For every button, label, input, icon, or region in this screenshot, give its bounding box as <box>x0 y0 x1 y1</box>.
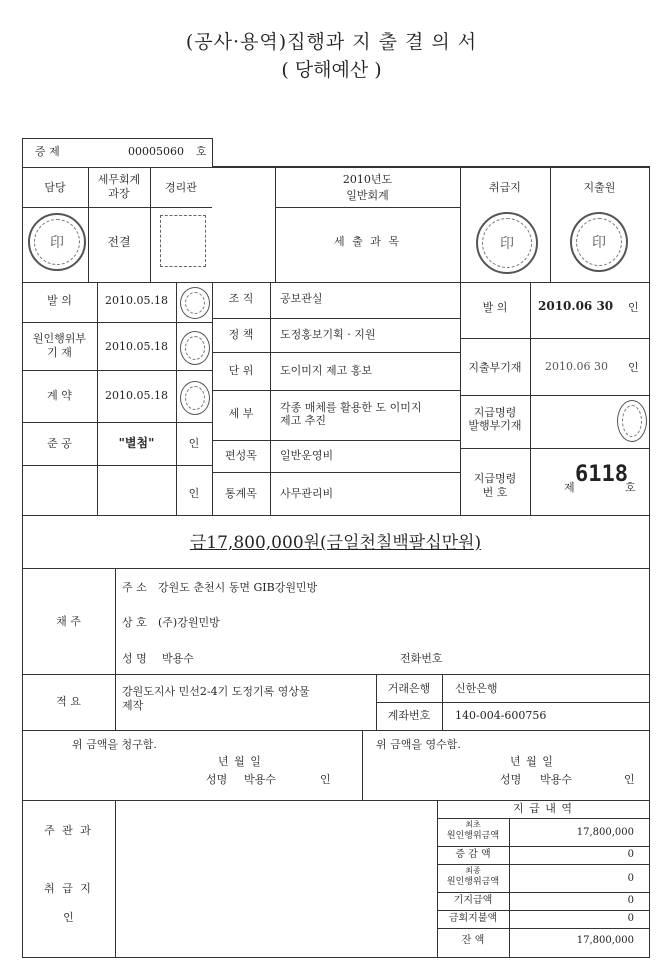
hline-c <box>275 207 460 208</box>
right-ordernum-suffix: 호 <box>625 481 636 494</box>
vline-claim <box>362 730 363 800</box>
hline-creditor-bottom <box>22 674 649 675</box>
right-label-order-2: 발행부기재 <box>468 419 522 432</box>
right-label-ordernum-2: 번 호 <box>482 486 508 499</box>
creditor-name: 박용수 <box>162 652 194 665</box>
pd-value-final: 0 <box>627 873 634 884</box>
hline-m4 <box>212 440 460 441</box>
handler-label-1: 취 급 지 <box>44 882 93 895</box>
hline-d <box>22 282 649 283</box>
right-order-seal <box>617 400 647 442</box>
pd-h4 <box>437 910 649 911</box>
approval-col-tax-line1: 세무회계 <box>97 173 141 186</box>
sig-header-left: 취급지 <box>489 181 521 194</box>
pd-h0 <box>437 818 649 819</box>
frame-right <box>649 166 650 958</box>
hline-m1 <box>212 318 460 319</box>
right-label-order-1: 지급명령 <box>473 406 517 419</box>
pd-h3 <box>437 892 649 893</box>
vline-l3 <box>212 282 213 515</box>
frame-top-left <box>22 138 212 139</box>
hline-r3 <box>460 448 649 449</box>
handler-seal-stamp: 印 <box>476 212 538 274</box>
doc-number-label: 증 제 <box>35 145 60 158</box>
bank-value: 신한은행 <box>455 682 498 695</box>
mid-value-org: 공보관실 <box>280 292 323 305</box>
doc-number-value: 00005060 <box>128 145 184 158</box>
pd-h2 <box>437 864 649 865</box>
mid-label-stat-item: 통계목 <box>225 487 257 500</box>
claim-signer-label: 성명 <box>206 773 228 786</box>
summary-text-1: 강원도지사 민선2-4기 도정기록 영상물 <box>122 685 310 698</box>
creditor-phone-label: 전화번호 <box>400 652 443 665</box>
receipt-signer: 박용수 <box>540 773 572 786</box>
pd-value-balance: 17,800,000 <box>576 935 634 946</box>
creditor-label: 채 주 <box>56 615 81 628</box>
left-row-value-1: 2010.05.18 <box>105 294 168 307</box>
bank-label: 거래은행 <box>387 682 431 695</box>
right-mark-proposal: 인 <box>628 301 639 314</box>
docnum-right <box>212 138 213 168</box>
pd-label-final-2: 원인행위금액 <box>446 877 500 887</box>
hline-m5 <box>212 472 460 473</box>
hline-m3 <box>212 390 460 391</box>
budget-year: 2010년도 <box>342 173 393 186</box>
hline-claim-bottom <box>22 800 649 801</box>
summary-label: 적 요 <box>56 695 81 708</box>
document-title: (공사·용역)집행과 지 출 결 의 서 <box>185 31 478 53</box>
mid-label-unit: 단 위 <box>228 364 254 377</box>
mid-value-unit: 도이미지 제고 홍보 <box>280 364 373 377</box>
account-label: 계좌번호 <box>387 709 431 722</box>
pd-h1 <box>437 846 649 847</box>
creditor-company: (주)강원민방 <box>158 616 220 629</box>
handler-label-2: 인 <box>63 911 74 924</box>
mid-value-detail-1: 각종 매체를 활용한 도 이미지 <box>280 401 422 414</box>
managing-dept-label: 주 관 과 <box>44 824 93 837</box>
hline-amount-bottom <box>22 568 649 569</box>
approval-seal-stamp: 印 <box>28 213 86 271</box>
mid-value-budget-item: 일반운영비 <box>280 449 334 462</box>
hline-a <box>22 167 649 168</box>
mid-value-policy: 도정홍보기획 · 지원 <box>280 328 376 341</box>
accountant-signature <box>160 215 206 267</box>
pd-value-paid: 0 <box>627 895 634 906</box>
claim-signer: 박용수 <box>244 773 276 786</box>
claim-seal: 인 <box>320 773 331 786</box>
right-label-ordernum-1: 지급명령 <box>473 472 517 485</box>
creditor-name-label: 성 명 <box>122 652 147 665</box>
mid-label-policy: 정 책 <box>228 328 254 341</box>
pd-value-change: 0 <box>627 849 634 860</box>
receipt-text: 위 금액을 영수함. <box>376 738 461 751</box>
claim-date: 년 월 일 <box>218 755 262 768</box>
budget-subject-header: 세 출 과 목 <box>334 235 401 248</box>
left-row-label-3: 계 약 <box>47 389 72 402</box>
summary-text-2: 제작 <box>122 699 144 712</box>
account-value: 140-004-600756 <box>455 709 547 722</box>
mid-label-org: 조 직 <box>228 292 254 305</box>
row3-seal <box>180 381 210 415</box>
pd-label-final-1: 최종 <box>465 866 481 875</box>
disbursement-seal-stamp: 印 <box>570 212 628 272</box>
creditor-address: 강원도 춘천시 동면 GIB강원민방 <box>158 581 318 594</box>
sig-header-right: 지출원 <box>583 181 616 194</box>
receipt-seal: 인 <box>624 773 635 786</box>
mid-label-budget-item: 편성목 <box>225 449 257 462</box>
vline-r1 <box>530 282 531 515</box>
left-row-value-3: 2010.05.18 <box>105 389 168 402</box>
claim-text: 위 금액을 청구함. <box>72 738 157 751</box>
hline-l1 <box>22 322 212 323</box>
right-ordernum-prefix: 제 <box>564 481 575 494</box>
hline-summary-bottom <box>22 730 649 731</box>
hline-summary-mid <box>376 702 649 703</box>
pd-label-change: 증 감 액 <box>455 849 491 860</box>
doc-number-suffix: 호 <box>196 145 207 158</box>
vline-bottom-1 <box>115 800 116 957</box>
mid-value-stat-item: 사무관리비 <box>280 487 334 500</box>
document-subtitle: ( 당해예산 ) <box>281 59 382 81</box>
approval-col-charge: 담당 <box>44 181 66 194</box>
row2-seal <box>180 331 210 365</box>
approver-name: 전결 <box>107 235 131 249</box>
left-row-value-2: 2010.05.18 <box>105 340 168 353</box>
pd-label-initial-1: 최초 <box>465 820 481 829</box>
pd-value-current: 0 <box>627 913 634 924</box>
hline-r2 <box>460 395 649 396</box>
left-row-mark-5: 인 <box>188 487 200 500</box>
receipt-date: 년 월 일 <box>510 755 554 768</box>
approval-col-accountant: 경리관 <box>165 181 197 194</box>
pd-h5 <box>437 928 649 929</box>
pd-label-current: 금회지불액 <box>448 913 498 924</box>
pd-label-paid: 기지급액 <box>453 895 493 906</box>
hline-r1 <box>460 338 649 339</box>
mid-label-detail: 세 부 <box>228 407 254 420</box>
left-row-label-2a: 원인행위부 <box>32 332 87 345</box>
right-value-proposal: 2010.06 30 <box>538 299 614 313</box>
hline-l5 <box>22 515 649 516</box>
hline-l4 <box>22 465 212 466</box>
right-mark-ledger: 인 <box>628 361 639 374</box>
right-ordernum-value: 6118 <box>575 462 628 487</box>
left-row-mark-4: 인 <box>188 437 200 450</box>
vline-l2 <box>176 282 177 515</box>
right-label-proposal: 발 의 <box>482 301 508 314</box>
hline-b <box>22 207 212 208</box>
hline-bottom <box>22 957 649 958</box>
left-row-value-4: "별첨" <box>118 436 155 450</box>
hline-l3 <box>22 422 212 423</box>
left-row-label-4: 준 공 <box>47 437 72 450</box>
vline-a4 <box>460 167 461 515</box>
total-amount: 금17,800,000원(금일천칠백팔십만원) <box>189 533 482 553</box>
pd-value-initial: 17,800,000 <box>576 827 634 838</box>
vline-m1 <box>270 282 271 515</box>
budget-account: 일반회계 <box>346 189 389 202</box>
hline-l2 <box>22 370 212 371</box>
receipt-signer-label: 성명 <box>500 773 522 786</box>
creditor-company-label: 상 호 <box>122 616 147 629</box>
left-row-label-2b: 기 재 <box>47 346 72 359</box>
pd-label-balance: 잔 액 <box>461 935 485 946</box>
vline-creditor <box>115 568 116 730</box>
hline-m2 <box>212 352 460 353</box>
pd-label-initial-2: 원인행위금액 <box>446 831 500 841</box>
row1-seal <box>180 287 210 319</box>
approval-col-tax-line2: 과장 <box>108 187 130 200</box>
payment-details-header: 지 급 내 역 <box>513 802 573 815</box>
right-value-ledger: 2010.06 30 <box>545 360 608 373</box>
mid-value-detail-2: 제고 추진 <box>280 414 327 427</box>
left-row-label-1: 발 의 <box>47 294 72 307</box>
creditor-address-label: 주 소 <box>122 581 147 594</box>
right-label-ledger: 지출부기재 <box>468 361 522 374</box>
